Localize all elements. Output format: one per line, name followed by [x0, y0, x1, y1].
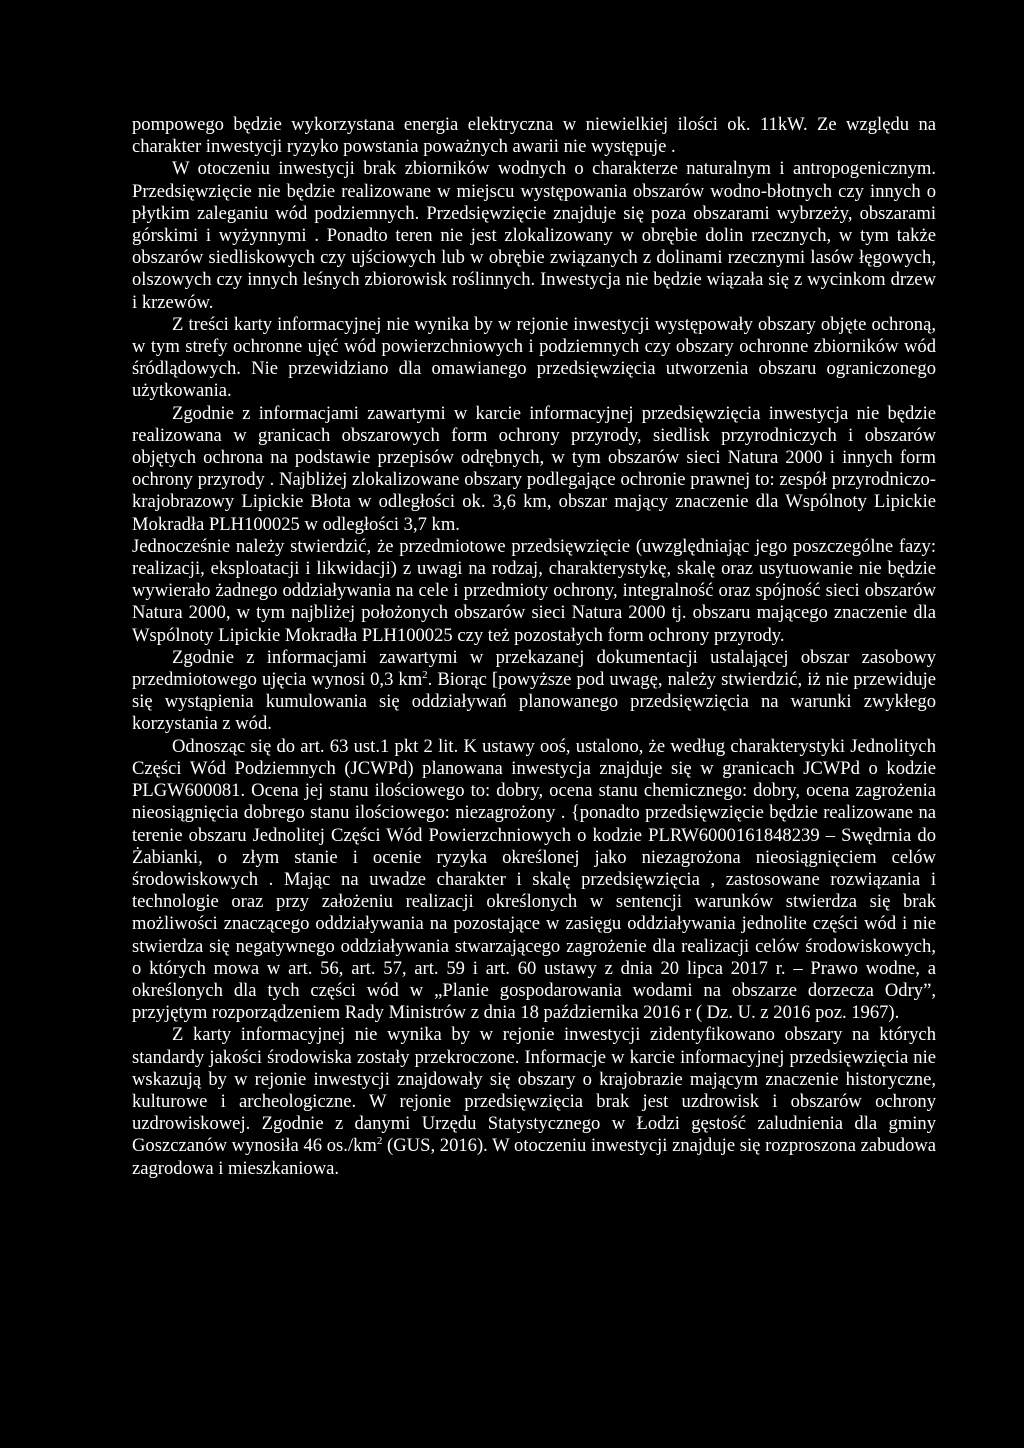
superscript: 2 — [422, 668, 428, 681]
paragraph-surroundings — [132, 158, 936, 313]
paragraph-environment-quality — [132, 1024, 936, 1179]
paragraph-energy — [132, 114, 936, 158]
paragraph-text: Zgodnie z informacjami zawartymi w karcie informacyjnej przedsięwzięcia inwestycja nie będzie realizowana w granicach obszarowych form ochrony przyrody, siedlisk przyrodniczych i obszarów objętych ochrona na podstawie przepisów odrębnych, w tym obszarów sieci Natura 2000 i innych form ochrony przyrody . Najbliżej zlokalizowane obszary podlegające ochronie prawnej to: zespół przyrodniczo-krajobrazowy Lipickie Błota w odległości ok. 3,6 km, obszar mający znaczenie dla Wspólnoty Lipickie Mokradła PLH100025 w odległości 3,7 km. — [132, 402, 936, 535]
superscript: 2 — [376, 1135, 383, 1148]
paragraph-water-bodies — [132, 736, 936, 1025]
paragraph-tail: . Biorąc [powyższe pod uwagę, należy stwierdzić, iż nie przewiduje się wystąpienia kumulowania się oddziaływań planowanego przedsięwzięcia na warunki zwykłego korzystania z wód. — [132, 669, 936, 735]
paragraph-text: Jednocześnie należy stwierdzić, że przedmiotowe przedsięwzięcie (uwzględniając jego poszczególne fazy: realizacji, eksploatacji i likwidacji) z uwagi na rodzaj, charakterystykę, skalę oraz usytuowanie nie będzie wywierało żadnego oddziaływania na cele i przedmioty ochrony, integralność oraz spójność sieci obszarów Natura 2000, w tym najbliżej położonych obszarów sieci Natura 2000 tj. obszaru mającego znaczenie dla Wspólnoty Lipickie Mokradła PLH100025 czy też pozostałych form ochrony przyrody. — [132, 535, 936, 646]
paragraph-natura-2000 — [132, 403, 936, 536]
paragraph-text: Odnosząc się do art. 63 ust.1 pkt 2 lit. K ustawy ooś, ustalono, że według charakterystyki Jednolitych Części Wód Podziemnych (JCWPd) planowana inwestycja znajduje się w granicach JCWPd o kodzie PLGW600081. Ocena jej stanu ilościowego to: dobry, ocena stanu chemicznego: dobry, ocena zagrożenia nieosiągnięcia dobrego stanu ilościowego: niezagrożony . {ponadto przedsięwzięcie będzie realizowane na terenie obszaru Jednolitej Części Wód Powierzchniowych o kodzie PLRW6000161848239 – Swędrnia do Żabianki, o złym stanie i ocenie ryzyka określonej jako niezagrożona nieosiągnięciem celów środowiskowych . Mając na uwadze charakter i skalę przedsięwzięcia , zastosowane rozwiązania i technologie oraz przy założeniu realizacji określonych w sentencji warunków stwierdza się brak możliwości znaczącego oddziaływania na pozostające w zasięgu oddziaływania jednolite części wód i nie stwierdza się negatywnego oddziaływania stwarzającego zagrożenie dla realizacji celów środowiskowych, o których mowa w art. 56, art. 57, art. 59 i art. 60 ustawy z dnia 20 lipca 2017 r. – Prawo wodne, a określonych dla tych części wód w „Planie gospodarowania wodami na obszarze dorzecza Odry”, przyjętym rozporządzeniem Rady Ministrów z dnia 18 października 2016 r ( Dz. U. z 2016 poz. 1967). — [132, 735, 936, 1024]
paragraph-resource-area — [132, 647, 936, 736]
paragraph-protected-areas — [132, 314, 936, 403]
paragraph-impact-assessment — [132, 536, 936, 647]
paragraph-tail: (GUS, 2016). W otoczeniu inwestycji znajduje się rozproszona zabudowa zagrodowa i mieszkaniowa. — [132, 1135, 936, 1179]
paragraph-text: Zgodnie z informacjami zawartymi w przekazanej dokumentacji ustalającej obszar zasobowy przedmiotowego ujęcia wynosi 0,3 km — [132, 646, 936, 691]
paragraph-text: pompowego będzie wykorzystana energia elektryczna w niewielkiej ilości ok. 11kW. Ze względu na charakter inwestycji ryzyko powstania poważnych awarii nie występuje . — [132, 114, 936, 158]
document-page — [132, 114, 936, 1180]
paragraph-text: W otoczeniu inwestycji brak zbiorników wodnych o charakterze naturalnym i antropogenicznym. Przedsięwzięcie nie będzie realizowane w miejscu występowania obszarów wodno-błotnych czy innych o płytkim zaleganiu wód podziemnych. Przedsięwzięcie znajduje się poza obszarami wybrzeży, obszarami górskimi i wyżynnymi . Ponadto teren nie jest zlokalizowany w obrębie dolin rzecznych, w tym także obszarów siedliskowych czy ujściowych lub w obrębie związanych z dolinami rzecznymi lasów łęgowych, olszowych czy innych leśnych zbiorowisk roślinnych. Inwestycja nie będzie wiązała się z wycinkom drzew i krzewów. — [132, 158, 936, 313]
paragraph-text: Z treści karty informacyjnej nie wynika by w rejonie inwestycji występowały obszary objęte ochroną, w tym strefy ochronne ujęć wód powierzchniowych i podziemnych czy obszary ochronne zbiorników wód śródlądowych. Nie przewidziano dla omawianego przedsięwzięcia utworzenia obszaru ograniczonego użytkowania. — [132, 313, 936, 402]
paragraph-text: Z karty informacyjnej nie wynika by w rejonie inwestycji zidentyfikowano obszary na których standardy jakości środowiska zostały przekroczone. Informacje w karcie informacyjnej przedsięwzięcia nie wskazują by w rejonie inwestycji znajdowały się obszary o krajobrazie mającym znaczenie historyczne, kulturowe i archeologiczne. W rejonie przedsięwzięcia brak jest uzdrowisk i obszarów ochrony uzdrowiskowej. Zgodnie z danymi Urzędu Statystycznego w Łodzi gęstość zaludnienia dla gminy Goszczanów wynosiła 46 os./km — [132, 1024, 936, 1157]
